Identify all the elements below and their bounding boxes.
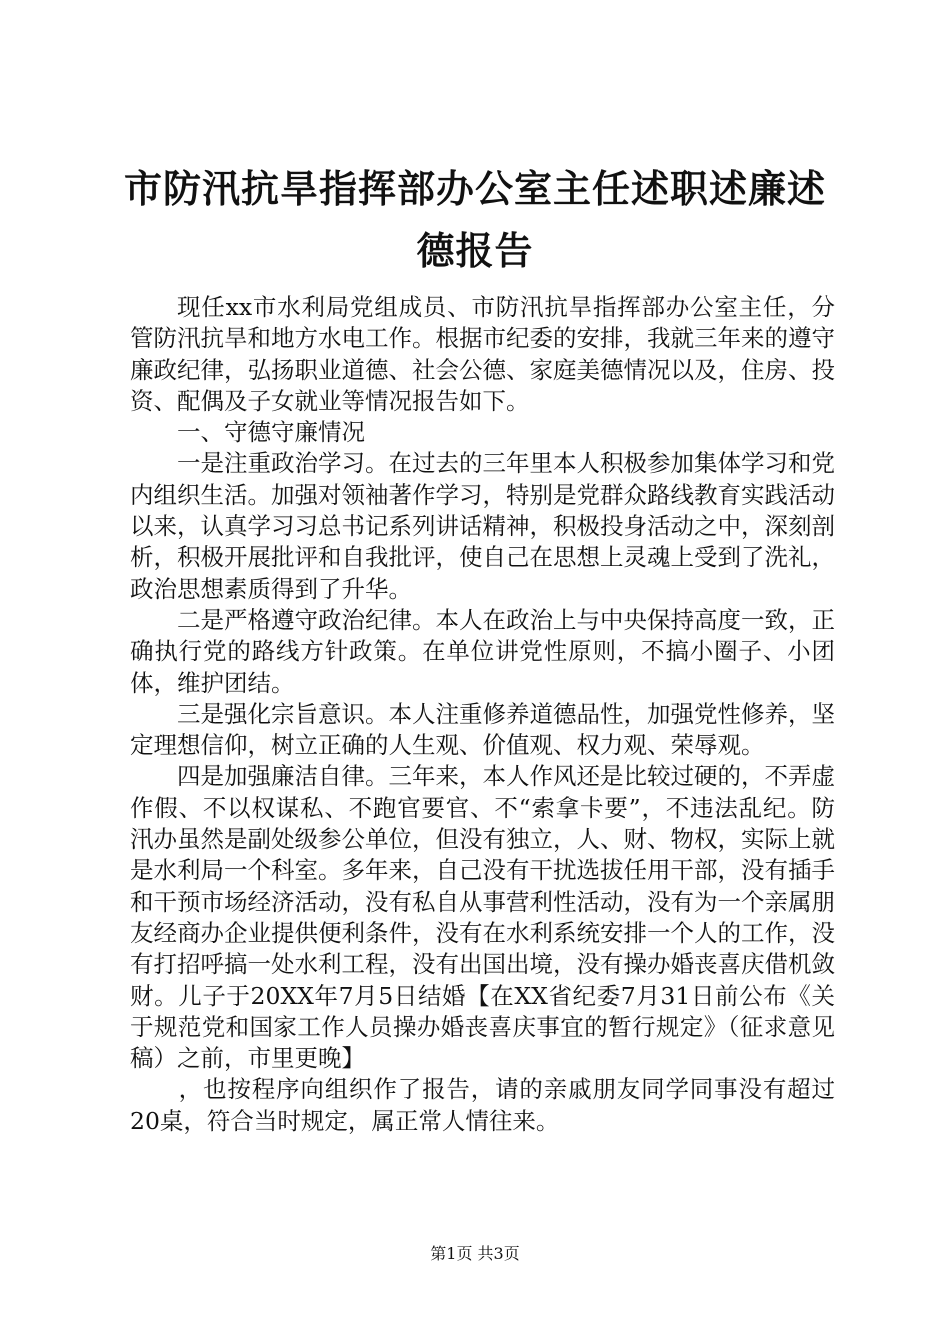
page-footer: 第1页 共3页 <box>430 1244 520 1263</box>
document-title: 市防汛抗旱指挥部办公室主任述职述廉述德报告 <box>123 166 826 273</box>
paragraph-political-discipline: 二是严格遵守政治纪律。本人在政治上与中央保持高度一致，正确执行党的路线方针政策。在单位讲党性原则，不搞小圈子、小团体，维护团结。 <box>130 605 835 697</box>
paragraph-self-discipline: 四是加强廉洁自律。三年来，本人作风还是比较过硬的，不弄虚作假、不以权谋私、不跑官要官、不“索拿卡要”，不违法乱纪。防汛办虽然是副处级参公单位，但没有独立，人、财、物权，实际上就是水利局一个科室。多年来，自己没有干扰选拔任用干部，没有插手和干预市场经济活动，没有私自从事营利性活动，没有为一个亲属朋友经商办企业提供便利条件，没有在水利系统安排一个人的工作，没有打招呼搞一处水利工程，没有出国出境，没有操办婚丧喜庆借机敛财。儿子于20XX年7月5日结婚【在XX省纪委7月31日前公布《关于规范党和国家工作人员操办婚丧喜庆事宜的暂行规定》（征求意见稿）之前，市里更晚】 <box>130 762 835 1073</box>
paragraph-continuation: ，也按程序向组织作了报告，请的亲戚朋友同学同事没有超过20桌，符合当时规定，属正常人情往来。 <box>130 1075 835 1135</box>
document-body <box>130 292 835 1137</box>
paragraph-political-study: 一是注重政治学习。在过去的三年里本人积极参加集体学习和党内组织生活。加强对领袖著作学习，特别是党群众路线教育实践活动以来，认真学习习总书记系列讲话精神，积极投身活动之中，深刻剖析，积极开展批评和自我批评，使自己在思想上灵魂上受到了洗礼，政治思想素质得到了升华。 <box>130 449 835 603</box>
paragraph-intro: 现任xx市水利局党组成员、市防汛抗旱指挥部办公室主任，分管防汛抗旱和地方水电工作。根据市纪委的安排，我就三年来的遵守廉政纪律，弘扬职业道德、社会公德、家庭美德情况以及，住房、投资、配偶及子女就业等情况报告如下。 <box>130 293 835 415</box>
paragraph-purpose-awareness: 三是强化宗旨意识。本人注重修养道德品性，加强党性修养，坚定理想信仰，树立正确的人生观、价值观、权力观、荣辱观。 <box>130 699 835 760</box>
section-heading: 一、守德守廉情况 <box>177 418 365 447</box>
